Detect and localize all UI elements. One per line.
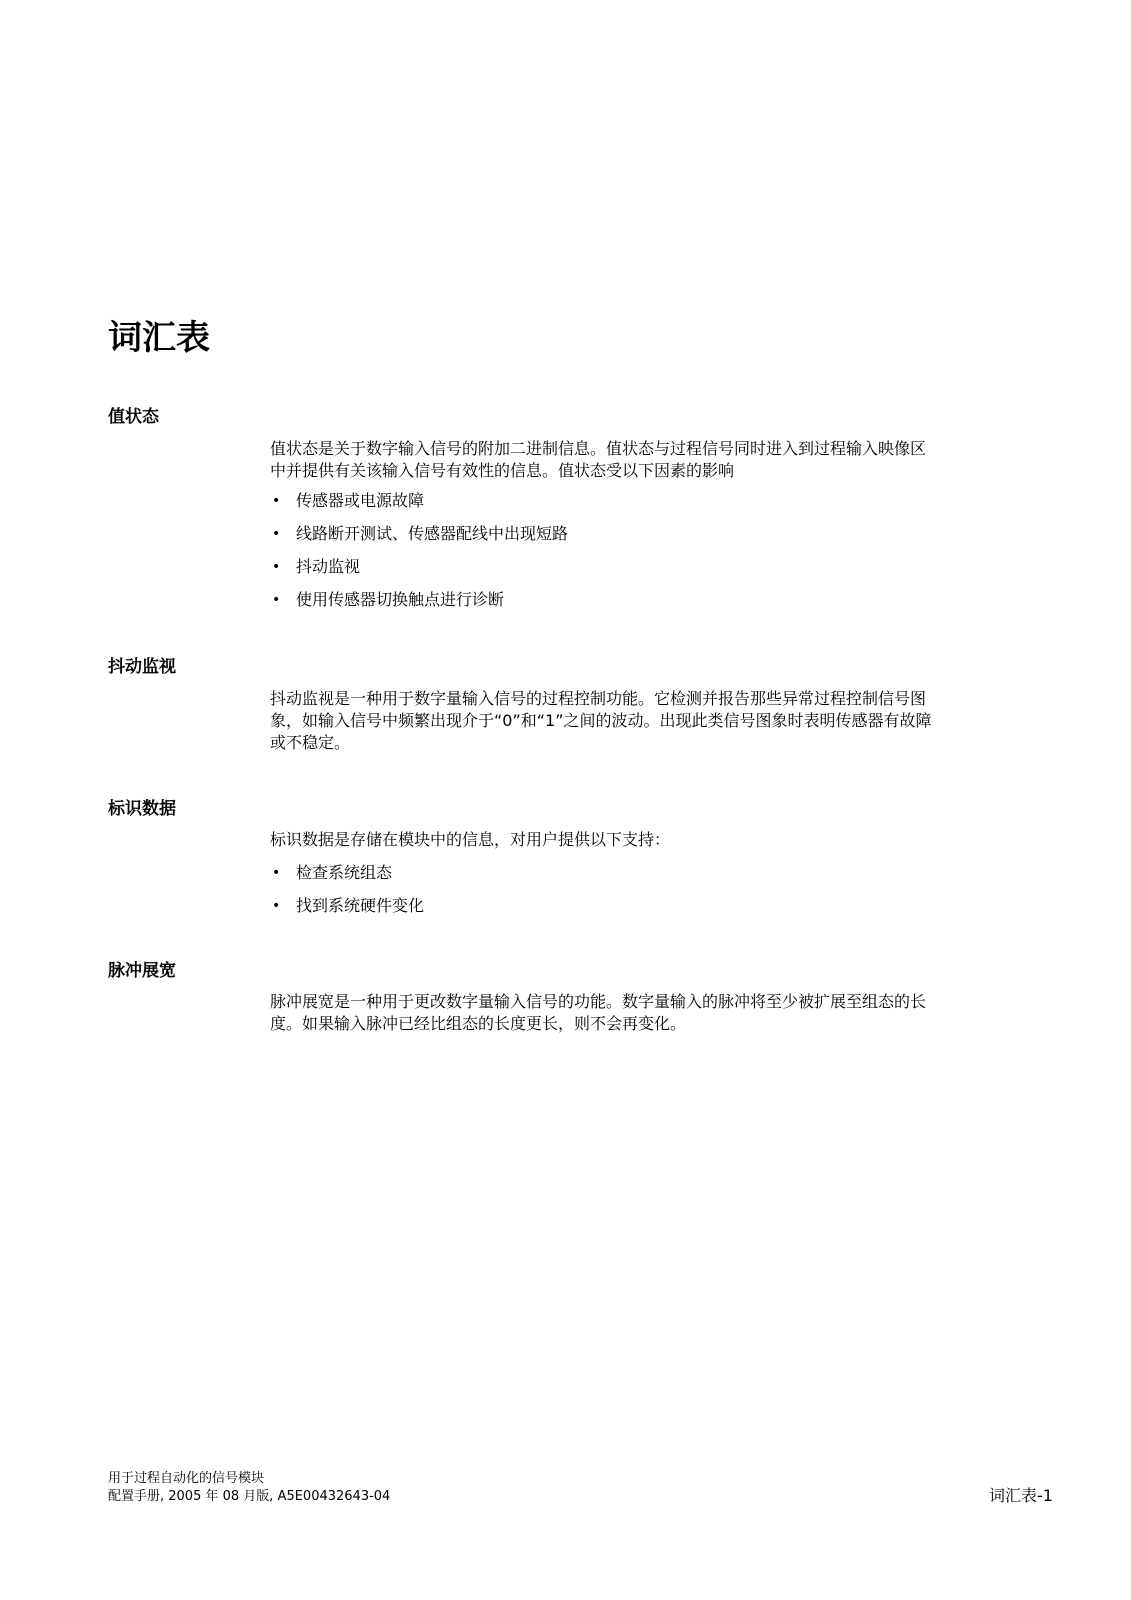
bullet-icon: •: [272, 865, 281, 881]
list-item-text: 找到系统硬件变化: [296, 896, 425, 915]
list-item-text: 检查系统组态: [296, 863, 393, 882]
bullet-icon: •: [272, 493, 281, 509]
paragraph-line: 脉冲展宽是一种用于更改数字量输入信号的功能。数字量输入的脉冲将至少被扩展至组态的长: [270, 992, 927, 1011]
page-title: 词汇表: [108, 318, 210, 358]
list-item-text: 线路断开测试、传感器配线中出现短路: [296, 524, 569, 543]
bullet-icon: •: [272, 592, 281, 608]
term-definition-chatter-monitoring: [270, 688, 1070, 754]
paragraph-line: 值状态是关于数字输入信号的附加二进制信息。值状态与过程信号同时进入到过程输入映像区: [270, 439, 927, 458]
term-heading-pulse-stretching: 脉冲展宽: [108, 961, 176, 981]
footer-edition: 配置手册, 2005 年 08 月版, A5E00432643-04: [108, 1489, 391, 1504]
term-definition-identification-data: [270, 829, 1070, 851]
list-item-text: 抖动监视: [296, 557, 361, 576]
term-heading-identification-data: 标识数据: [108, 799, 176, 819]
list-item: [270, 490, 1070, 512]
term-heading-value-status: 值状态: [108, 407, 159, 427]
paragraph-line: 象，如输入信号中频繁出现介于“0”和“1”之间的波动。出现此类信号图象时表明传感器有故障: [270, 711, 932, 730]
footer-title: 用于过程自动化的信号模块: [108, 1471, 265, 1486]
term-heading-chatter-monitoring: 抖动监视: [108, 657, 176, 677]
term-definition-pulse-stretching: [270, 991, 1070, 1035]
list-item-text: 使用传感器切换触点进行诊断: [296, 590, 505, 609]
bullet-icon: •: [272, 526, 281, 542]
paragraph-line: 标识数据是存储在模块中的信息，对用户提供以下支持：: [270, 830, 671, 849]
list-item: [270, 862, 1070, 884]
list-item: [270, 556, 1070, 578]
bullet-list-identification-data: [270, 862, 1070, 928]
list-item-text: 传感器或电源故障: [296, 491, 425, 510]
paragraph-line: 中并提供有关该输入信号有效性的信息。值状态受以下因素的影响: [270, 461, 735, 480]
paragraph-line: 抖动监视是一种用于数字量输入信号的过程控制功能。它检测并报告那些异常过程控制信号图: [270, 689, 927, 708]
paragraph-line: 或不稳定。: [270, 733, 351, 752]
page-number: 词汇表-1: [989, 1486, 1053, 1505]
bullet-icon: •: [272, 898, 281, 914]
list-item: [270, 895, 1070, 917]
list-item: [270, 523, 1070, 545]
bullet-icon: •: [272, 559, 281, 575]
list-item: [270, 589, 1070, 611]
paragraph-line: 度。如果输入脉冲已经比组态的长度更长，则不会再变化。: [270, 1014, 687, 1033]
bullet-list-value-status: [270, 490, 1070, 622]
footer-document-info: [108, 1470, 390, 1506]
term-definition-value-status: [270, 438, 1070, 482]
